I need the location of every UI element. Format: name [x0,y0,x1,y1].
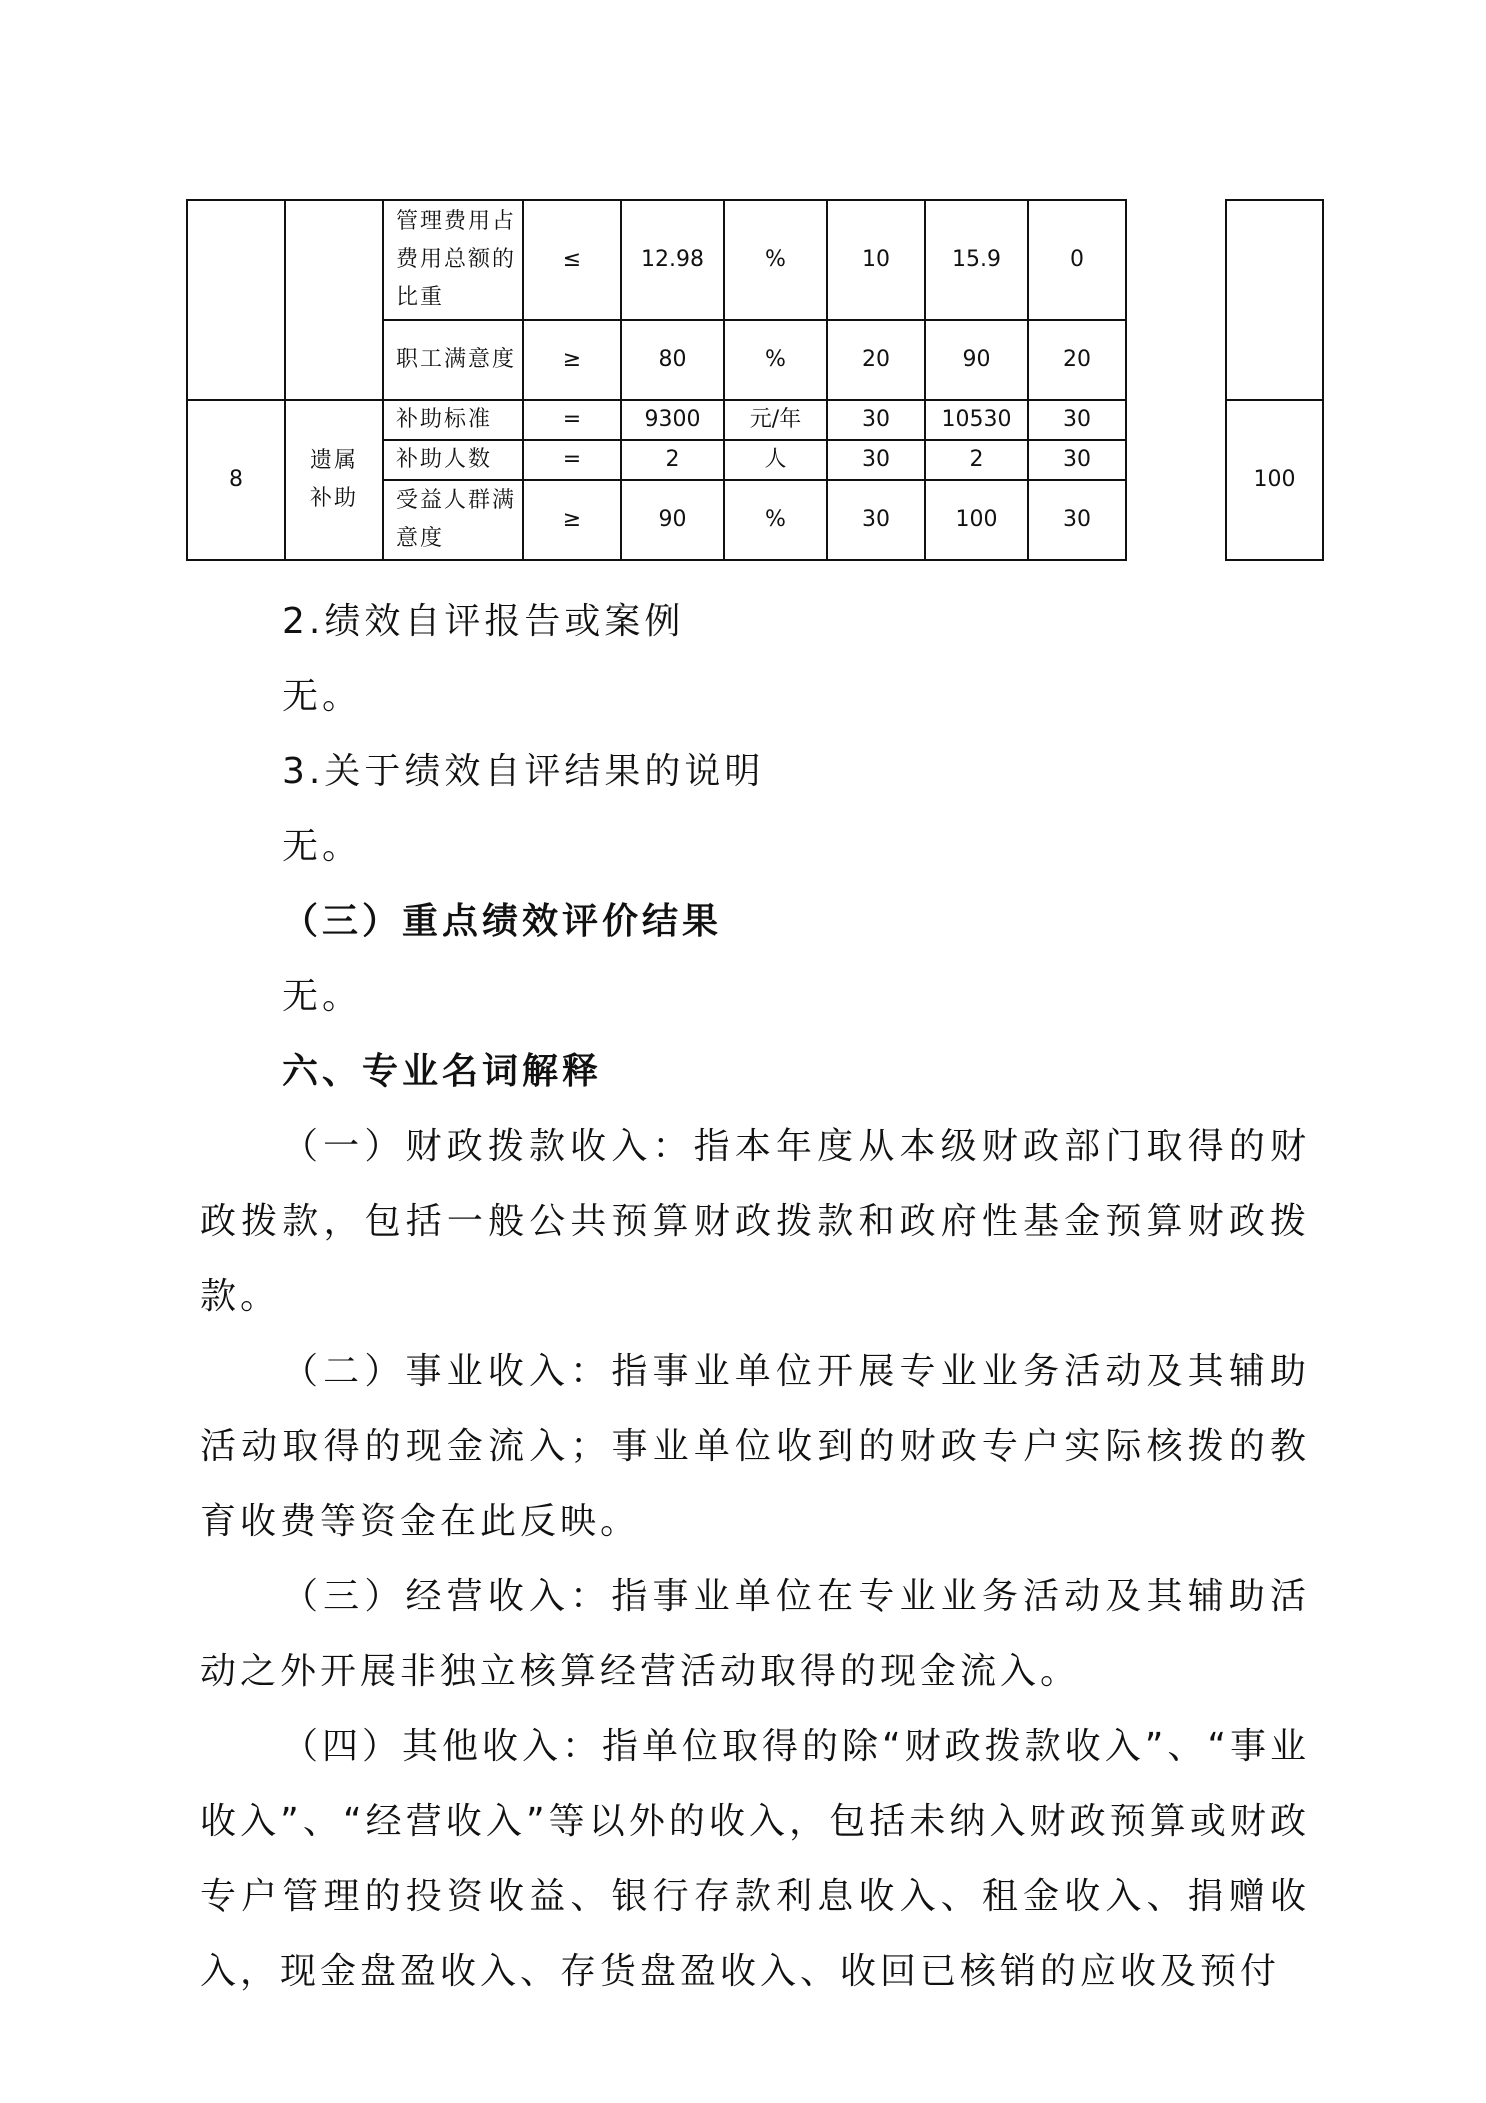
indicator-cell: 补助标准 [383,400,523,440]
weight-cell: 20 [827,320,925,400]
definition-paragraph: （四）其他收入：指单位取得的除“财政拨款收入”、“事业收入”、“经营收入”等以外的收入，包括未纳入财政预算或财政专户管理的投资收益、银行存款利息收入、租金收入、捐赠收入，现金盘盈收入、存货盘盈收入、收回已核销的应收及预付 [200,1726,1310,1992]
operator-cell: = [523,400,621,440]
actual-cell: 15.9 [925,200,1028,320]
indicator-cell: 职工满意度 [383,320,523,400]
indicator-cell: 管理费用占费用总额的比重 [383,200,523,320]
section-heading: （三）重点绩效评价结果 [282,901,723,942]
no-cell [187,200,285,400]
unit-cell: 人 [724,440,827,480]
project-cell [285,200,383,400]
section-body: 无。 [282,676,363,717]
target-cell: 9300 [621,400,724,440]
target-cell: 90 [621,480,724,560]
unit-cell: % [724,200,827,320]
indicator-cell: 补助人数 [383,440,523,480]
definition-paragraph: （三）经营收入：指事业单位在专业业务活动及其辅助活动之外开展非独立核算经营活动取得的现金流入。 [200,1576,1310,1692]
operator-cell: ≤ [523,200,621,320]
target-cell: 80 [621,320,724,400]
actual-cell: 10530 [925,400,1028,440]
chapter-heading: 六、专业名词解释 [282,1051,603,1092]
total-cell: 100 [1226,400,1323,560]
gap-cell [1126,200,1226,560]
target-cell: 2 [621,440,724,480]
indicator-cell: 受益人群满意度 [383,480,523,560]
operator-cell: = [523,440,621,480]
target-cell: 12.98 [621,200,724,320]
weight-cell: 10 [827,200,925,320]
weight-cell: 30 [827,440,925,480]
score-cell: 30 [1028,440,1126,480]
unit-cell: 元/年 [724,400,827,440]
project-cell: 遗属补助 [285,400,383,560]
score-cell: 30 [1028,480,1126,560]
document-body [200,584,1310,2009]
unit-cell: % [724,320,827,400]
actual-cell: 2 [925,440,1028,480]
weight-cell: 30 [827,400,925,440]
actual-cell: 90 [925,320,1028,400]
section-body: 无。 [282,976,363,1017]
total-cell [1226,200,1323,400]
performance-table [186,199,1324,561]
weight-cell: 30 [827,480,925,560]
operator-cell: ≥ [523,320,621,400]
actual-cell: 100 [925,480,1028,560]
section-heading: 2.绩效自评报告或案例 [282,601,685,642]
definition-paragraph: （二）事业收入：指事业单位开展专业业务活动及其辅助活动取得的现金流入；事业单位收到的财政专户实际核拨的教育收费等资金在此反映。 [200,1351,1310,1542]
score-cell: 0 [1028,200,1126,320]
unit-cell: % [724,480,827,560]
operator-cell: ≥ [523,480,621,560]
score-cell: 30 [1028,400,1126,440]
no-cell: 8 [187,400,285,560]
table-row [187,200,1323,320]
section-body: 无。 [282,826,363,867]
section-heading: 3.关于绩效自评结果的说明 [282,751,765,792]
score-cell: 20 [1028,320,1126,400]
definition-paragraph: （一）财政拨款收入：指本年度从本级财政部门取得的财政拨款，包括一般公共预算财政拨款和政府性基金预算财政拨款。 [200,1126,1310,1317]
